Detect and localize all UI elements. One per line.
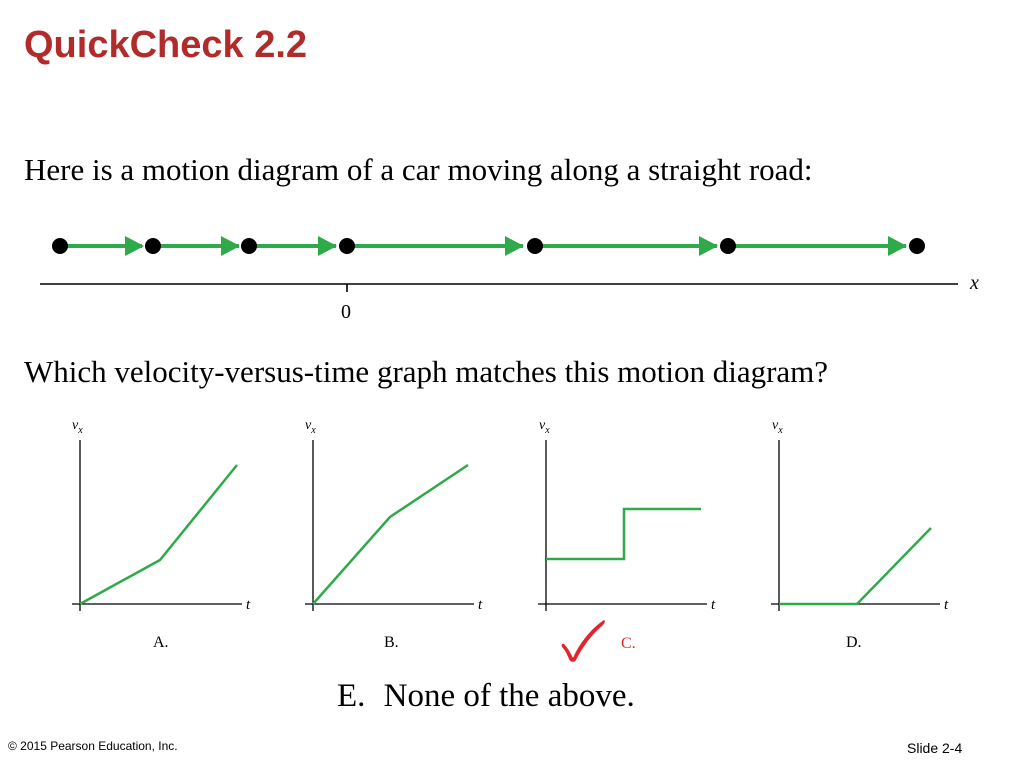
y-axis-label: $v_x$ xyxy=(772,418,783,436)
y-axis-label: $v_x$ xyxy=(539,418,550,436)
option-label: B. xyxy=(384,634,399,651)
option-e-letter: E. xyxy=(337,678,366,714)
x-axis-label: t xyxy=(944,597,949,613)
option-e-text: None of the above. xyxy=(383,678,635,714)
option-label: C. xyxy=(621,635,636,652)
question-ask: Which velocity-versus-time graph matches this motion diagram? xyxy=(24,354,829,389)
x-axis-label: x xyxy=(970,272,979,294)
question-intro: Here is a motion diagram of a car moving along a straight road: xyxy=(24,152,813,187)
slide-title: QuickCheck 2.2 xyxy=(24,24,308,66)
x-axis-label: t xyxy=(246,597,251,613)
x-axis-label: t xyxy=(711,597,716,613)
option-e[interactable] xyxy=(337,678,635,715)
y-axis-label: $v_x$ xyxy=(305,418,316,436)
copyright: © 2015 Pearson Education, Inc. xyxy=(8,739,178,753)
origin-label: 0 xyxy=(341,301,351,323)
option-label: D. xyxy=(846,634,862,651)
x-axis-label: t xyxy=(478,597,483,613)
slide-number: Slide 2-4 xyxy=(907,740,963,756)
option-label: A. xyxy=(153,634,169,651)
y-axis-label: $v_x$ xyxy=(72,418,83,436)
